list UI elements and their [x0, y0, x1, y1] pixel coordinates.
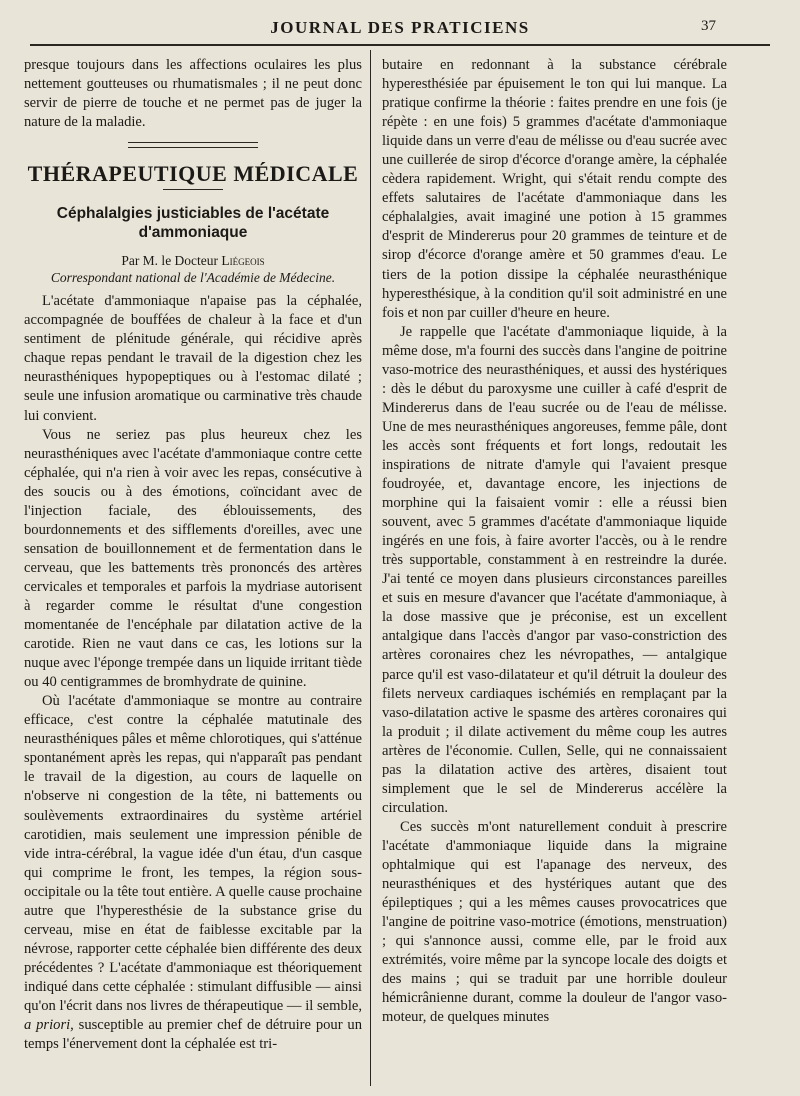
article-title — [24, 204, 362, 242]
paragraph — [24, 692, 362, 1054]
column-rule — [370, 50, 371, 1086]
header-rule — [30, 44, 770, 46]
section-separator — [128, 142, 258, 148]
paragraph: Vous ne seriez pas plus heureux chez les neurasthéniques avec l'acétate d'ammoniaque contre cette céphalée, qui n'a rien à voir avec les repas, consécutive à des soucis ou à des émotions, coïncidant avec de l'injection faciale, des éblouissements, des bourdonnements et des sifflements d'oreilles, avec une sensation de bouillonnement et de fermentation dans le cerveau, que les battements très prononcés des artères cervicales et temporales et parfois la mydriase autorisent à regarder comme le résultat d'une congestion momentanée de l'encéphale par dilatation active de la carotide. Rien ne vaut dans ce cas, les lotions sur la nuque avec l'éponge trempée dans un liquide irritant tiède ou 40 centigrammes de bromhydrate de quinine. — [24, 426, 362, 691]
paragraph: Ces succès m'ont naturellement conduit à prescrire l'acétate d'ammoniaque liquide dans la migraine ophtalmique qui est l'apanage des nerveux, des neurasthéniques et des hystériques autant que des épileptiques ; qui a les mêmes causes provocatrices que l'angine de poitrine vaso-motrice (émotions, menstruation) ; qui s'annonce aussi, comme elle, par le froid aux extrémités, voire même par la syncope locale des doigts et des mains ; qui se traduit par une horrible douleur hémicrânienne durant, comme la douleur de l'angor vaso-moteur, de quelques minutes — [382, 818, 727, 1026]
left-column — [24, 56, 362, 1054]
paragraph-text: susceptible au premier chef de détruire pour un temps l'énervement dont la céphalée est tri- — [24, 1017, 362, 1053]
carryover-paragraph: presque toujours dans les affections oculaires les plus nettement goutteuses ou rhumatismales ; il ne peut donc servir de pierre de touche et ne permet pas de juger la nature de la maladie. — [24, 57, 362, 131]
byline — [24, 252, 362, 269]
title-rule — [163, 189, 223, 190]
paragraph-text: Où l'acétate d'ammoniaque se montre au contraire efficace, c'est contre la céphalée matutinale des neurasthéniques pâles et même chlorotiques, qui s'atténue spontanément après les repas, qui n'apparaît pas pendant le travail de la digestion, au cours de laquelle on n'observe ni congestion de la tête, ni battements ou soulèvements extraordinaires du système artériel carotidien, mais seulement une impression pénible de vide intra-cérébral, la vague idée d'un étau, d'un casque qui comprime le front, les tempes, la région sous-occipitale ou la tête tout entière. A quelle cause prochaine autre que l'hyperesthésie de la substance grise du cerveau, mise en état de faiblesse excitable par la névrose, rapporter cette céphalée bien différente des deux précédentes ? L'acétate d'ammoniaque est théoriquement indiqué dans cette céphalée : stimulant diffusible — ainsi qu'on l'écrit dans nos livres de thérapeutique — il semble, — [24, 693, 362, 1014]
paragraph: butaire en redonnant à la substance cérébrale hyperesthésiée par épuisement le ton qui lui manque. La pratique confirme la théorie : faites prendre en une fois (je répète : en une fois) 5 grammes d'acétate d'ammoniaque liquide dans un verre d'eau de mélisse ou d'eau sucrée avec une cuillerée de sirop d'écorce d'orange amère, la céphalée cèdera rapidement. Wright, qui s'était rendu compte des effets salutaires de l'acétate d'ammoniaque dans les céphalalgies, avait imaginé une potion à 15 grammes d'esprit de Mindererus pour 20 grammes de teinture et de sirop d'écorce d'orange amère et 50 grammes d'eau. Le tiers de la potion dissipe la céphalée neurasthénique hyperesthésique, à la condition qu'il soit administré en une fois et non par cuiller d'heure en heure. — [382, 57, 727, 321]
paragraph: L'acétate d'ammoniaque n'apaise pas la céphalée, accompagnée de bouffées de chaleur à la face et d'un sentiment de plénitude générale, qui récidive après chaque repas pendant le travail de la digestion chez les neurasthéniques hypopeptiques ou à l'estomac dilaté ; seule une infusion aromatique ou carminative très chaude lui convient. — [24, 293, 362, 424]
right-column — [382, 56, 727, 1027]
page-number: 37 — [701, 18, 716, 34]
byline-affiliation: Correspondant national de l'Académie de Médecine. — [50, 270, 336, 286]
byline-prefix: Par M. le Docteur — [121, 253, 219, 269]
article-title-line-2: d'ammoniaque — [138, 224, 248, 242]
byline-author: Liégeois — [221, 253, 265, 269]
section-title: THÉRAPEUTIQUE MÉDICALE — [27, 161, 359, 187]
running-head: JOURNAL DES PRATICIENS — [270, 18, 530, 37]
italic-phrase: a priori, — [24, 1017, 74, 1034]
article-title-line-1: Céphalalgies justiciables de l'acétate — [56, 205, 330, 223]
paragraph: Je rappelle que l'acétate d'ammoniaque liquide, à la même dose, m'a fourni des succès dans l'angine de poitrine vaso-motrice des neurasthéniques, et aussi des hystériques : dès le début du paroxysme une cuiller à café d'esprit de Mindererus dans de l'eau sucrée ou de l'eau de mélisse. Une de mes neurasthéniques angoreuses, femme pâle, dont les accès sont fréquents et fort longs, redoutait les inspirations de nitrate d'amyle qui l'avaient presque foudroyée, et, davantage encore, les injections de morphine qui la faisaient vomir : elle a réussi bien souvent, avec 5 grammes d'acétate d'ammoniaque liquide ingérés en une fois, à faire avorter l'accès, ou à le rendre très supportable, constamment à en restreindre la durée. J'ai tenté ce moyen dans plusieurs circonstances pareilles et suis en mesure d'avancer que l'acétate d'ammoniaque, à la dose massive que je préconise, est un excellent antalgique dans l'accès d'angor par vaso-constriction des artères coronaires chez les névropathes, — antalgique parce qu'il est vaso-dilatateur et qu'il détruit la douleur des filets nerveux cardiaques ischémiés en remplaçant par la vaso-dilatation active le spasme des artères coronaires qui la produit ; il dilate activement du même coup les autres artères de l'économie. Cullen, Selle, qui ne connaissaient pas la dilatation active des artères, disaient tout simplement que le sel de Mindererus accélère la circulation. — [382, 323, 727, 816]
